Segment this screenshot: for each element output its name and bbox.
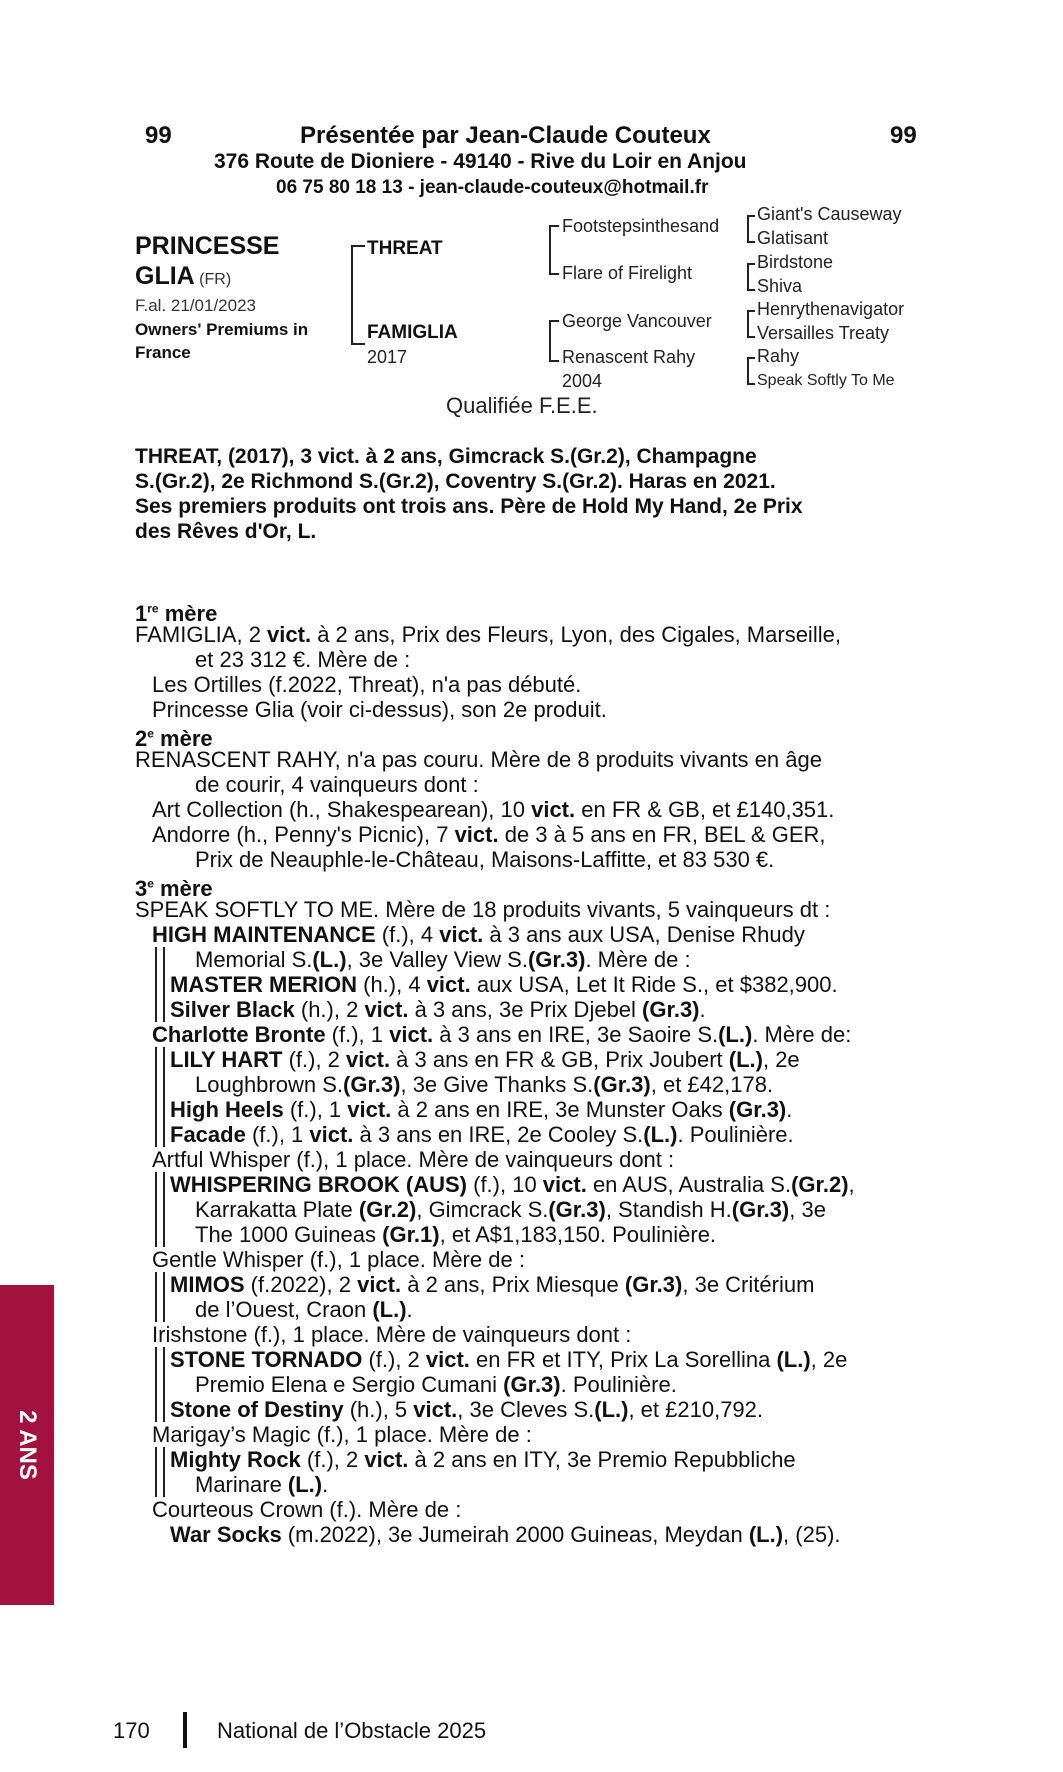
famille-line: High Heels (f.), 1 vict. à 2 ans en IRE, 3e Munster Oaks (Gr.3).: [170, 1097, 793, 1122]
horse-name-line2: [135, 262, 231, 291]
famille-line: Memorial S.(L.), 3e Valley View S.(Gr.3). Mère de :: [195, 947, 691, 972]
horse-country: (FR): [199, 271, 232, 288]
pedigree-dam: FAMIGLIA: [367, 322, 458, 343]
premiums-line2: France: [135, 343, 191, 362]
famille-line: Silver Black (h.), 2 vict. à 3 ans, 3e Prix Djebel (Gr.3).: [170, 997, 706, 1022]
famille-line: Art Collection (h., Shakespearean), 10 vict. en FR & GB, et £140,351.: [152, 797, 835, 822]
famille-line: Courteous Crown (f.). Mère de :: [152, 1497, 462, 1522]
famille-line: Facade (f.), 1 vict. à 3 ans en IRE, 2e Cooley S.(L.). Poulinière.: [170, 1122, 794, 1147]
bracket-gen2-sire: [549, 225, 559, 275]
descent-bar: [155, 1347, 165, 1422]
famille-line: FAMIGLIA, 2 vict. à 2 ans, Prix des Fleurs, Lyon, des Cigales, Marseille,: [135, 622, 841, 647]
pedigree-sire-sire: Footstepsinthesand: [562, 216, 720, 236]
pedigree-dam-dam: Renascent Rahy: [562, 347, 696, 367]
descent-bar: [155, 947, 165, 1022]
famille-line: War Socks (m.2022), 3e Jumeirah 2000 Guineas, Meydan (L.), (25).: [170, 1522, 841, 1547]
pedigree-sire: THREAT: [367, 238, 443, 259]
famille-line: Stone of Destiny (h.), 5 vict., 3e Cleves S.(L.), et £210,792.: [170, 1397, 764, 1422]
famille-line: WHISPERING BROOK (AUS) (f.), 10 vict. en AUS, Australia S.(Gr.2),: [170, 1172, 855, 1197]
contact: 06 75 80 18 13 - jean-claude-couteux@hotmail.fr: [276, 177, 709, 198]
pedigree-sds: Birdstone: [757, 252, 834, 272]
famille-line: Premio Elena e Sergio Cumani (Gr.3). Poulinière.: [195, 1372, 677, 1397]
famille-line: RENASCENT RAHY, n'a pas couru. Mère de 8 produits vivants en âge: [135, 747, 822, 772]
pedigree-dam-dam-year: 2004: [562, 371, 603, 391]
famille-line: LILY HART (f.), 2 vict. à 3 ans en FR & GB, Prix Joubert (L.), 2e: [170, 1047, 800, 1072]
pedigree-sss: Giant's Causeway: [757, 204, 902, 224]
famille-line: MIMOS (f.2022), 2 vict. à 2 ans, Prix Miesque (Gr.3), 3e Critérium: [170, 1272, 815, 1297]
section-3e-mere: 3e mère: [135, 876, 213, 902]
famille-line: Andorre (h., Penny's Picnic), 7 vict. de 3 à 5 ans en FR, BEL & GER,: [152, 822, 826, 847]
pedigree-dss: Henrythenavigator: [757, 299, 905, 319]
famille-line: Les Ortilles (f.2022, Threat), n'a pas débuté.: [152, 672, 582, 697]
famille-line: Princesse Glia (voir ci-dessus), son 2e produit.: [152, 697, 607, 722]
qualification: Qualifiée F.E.E.: [446, 393, 598, 418]
presenter: Présentée par Jean-Claude Couteux: [300, 122, 711, 149]
famille-line: et 23 312 €. Mère de :: [195, 647, 411, 672]
famille-line: Artful Whisper (f.), 1 place. Mère de vainqueurs dont :: [152, 1147, 675, 1172]
famille-line: Irishstone (f.), 1 place. Mère de vainqueurs dont :: [152, 1322, 632, 1347]
sire-info-line2: S.(Gr.2), 2e Richmond S.(Gr.2), Coventry S.(Gr.2). Haras en 2021.: [135, 470, 776, 493]
descent-bar: [155, 1172, 165, 1247]
famille-line: Marinare (L.).: [195, 1472, 329, 1497]
sire-info-line4: des Rêves d'Or, L.: [135, 520, 317, 543]
famille-line: Loughbrown S.(Gr.3), 3e Give Thanks S.(Gr.3), et £42,178.: [195, 1072, 774, 1097]
pedigree-ssd: Glatisant: [757, 228, 829, 248]
sire-info-line3: Ses premiers produits ont trois ans. Père de Hold My Hand, 2e Prix: [135, 495, 803, 518]
side-tab-label: 2 ANS: [14, 1410, 41, 1480]
famille-line: Gentle Whisper (f.), 1 place. Mère de :: [152, 1247, 525, 1272]
bracket-gen2-dam: [549, 320, 559, 362]
footer-divider: [183, 1712, 187, 1748]
pedigree-dam-year: 2017: [367, 347, 408, 367]
famille-line: de courir, 4 vainqueurs dont :: [195, 772, 479, 797]
pedigree-sire-dam: Flare of Firelight: [562, 263, 693, 283]
section-1re-mere: 1re mère: [135, 601, 218, 627]
footer-title: National de l’Obstacle 2025: [217, 1718, 487, 1743]
descent-bar: [155, 1047, 165, 1147]
lot-number-right: 99: [890, 122, 917, 149]
bracket-gen3-3: [747, 310, 755, 338]
famille-line: de l’Ouest, Craon (L.).: [195, 1297, 413, 1322]
famille-line: Marigay’s Magic (f.), 1 place. Mère de :: [152, 1422, 532, 1447]
famille-line: Mighty Rock (f.), 2 vict. à 2 ans en ITY, 3e Premio Repubbliche: [170, 1447, 796, 1472]
sire-info-line1: THREAT, (2017), 3 vict. à 2 ans, Gimcrack S.(Gr.2), Champagne: [135, 445, 757, 468]
address: 376 Route de Dioniere - 49140 - Rive du Loir en Anjou: [214, 150, 747, 173]
famille-line: STONE TORNADO (f.), 2 vict. en FR et ITY, Prix La Sorellina (L.), 2e: [170, 1347, 848, 1372]
descent-bar: [155, 1272, 165, 1322]
pedigree-sdd: Shiva: [757, 276, 803, 296]
pedigree-dds: Rahy: [757, 346, 800, 366]
birth-info: F.al. 21/01/2023: [135, 296, 256, 315]
bracket-gen1: [351, 245, 365, 345]
famille-line: HIGH MAINTENANCE (f.), 4 vict. à 3 ans aux USA, Denise Rhudy: [152, 922, 805, 947]
section-2e-mere: 2e mère: [135, 726, 213, 752]
descent-bar: [155, 1447, 165, 1497]
side-tab: [0, 1285, 54, 1605]
horse-name-line1: PRINCESSE: [135, 232, 280, 260]
famille-line: Karrakatta Plate (Gr.2), Gimcrack S.(Gr.3), Standish H.(Gr.3), 3e: [195, 1197, 826, 1222]
famille-line: Charlotte Bronte (f.), 1 vict. à 3 ans en IRE, 3e Saoire S.(L.). Mère de:: [152, 1022, 852, 1047]
famille-line: MASTER MERION (h.), 4 vict. aux USA, Let It Ride S., et $382,900.: [170, 972, 838, 997]
pedigree-dam-sire: George Vancouver: [562, 311, 712, 331]
bracket-gen3-1: [747, 215, 755, 243]
famille-line: Prix de Neauphle-le-Château, Maisons-Laffitte, et 83 530 €.: [195, 847, 775, 872]
page-number: 170: [113, 1718, 150, 1743]
pedigree-dsd: Versailles Treaty: [757, 323, 890, 343]
bracket-gen3-4: [747, 357, 755, 385]
bracket-gen3-2: [747, 263, 755, 291]
famille-line: The 1000 Guineas (Gr.1), et A$1,183,150. Poulinière.: [195, 1222, 717, 1247]
horse-name: GLIA: [135, 262, 195, 290]
pedigree-ddd: Speak Softly To Me: [757, 372, 895, 389]
lot-number-left: 99: [145, 122, 172, 149]
famille-line: SPEAK SOFTLY TO ME. Mère de 18 produits vivants, 5 vainqueurs dt :: [135, 897, 831, 922]
premiums-line1: Owners' Premiums in: [135, 320, 309, 339]
